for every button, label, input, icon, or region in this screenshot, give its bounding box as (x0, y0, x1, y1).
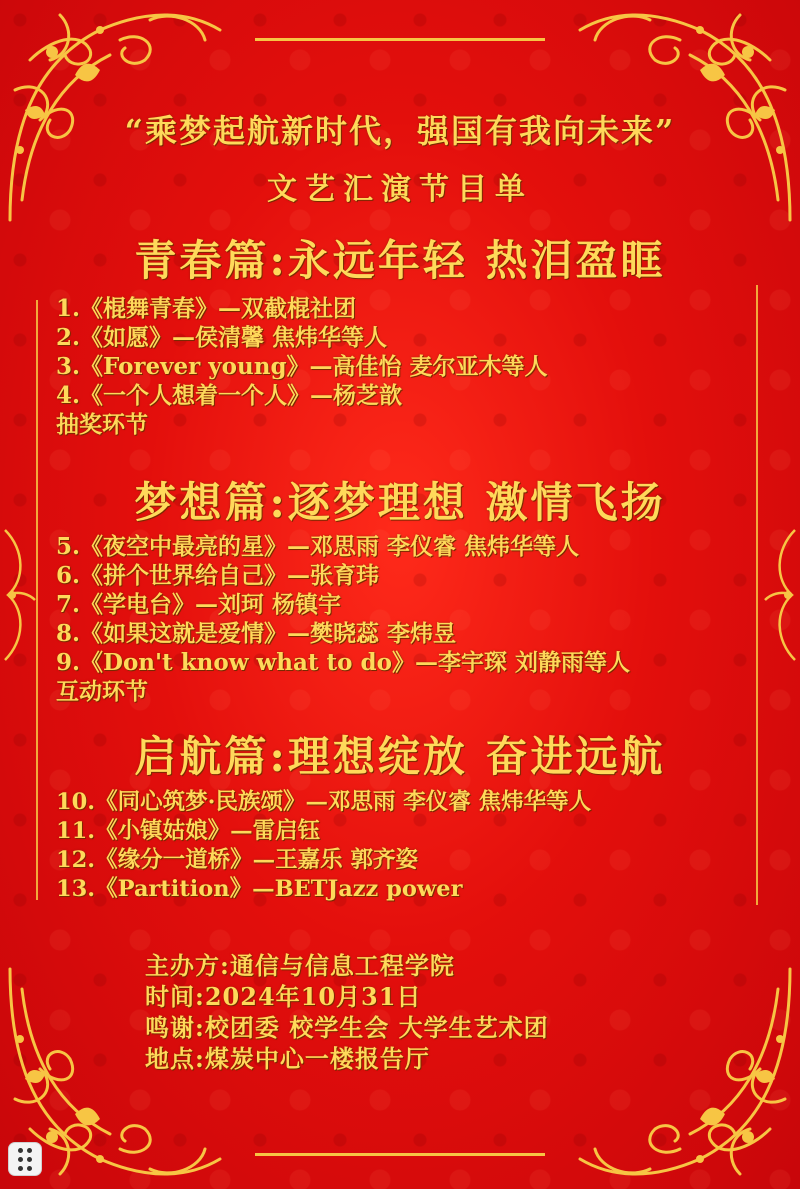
poster-subtitle: 文艺汇演节目单 (267, 172, 533, 207)
apps-grid-button[interactable] (8, 1142, 42, 1176)
program-item: 12.《缘分一道桥》—王嘉乐 郭齐姿 (56, 847, 418, 873)
side-ornament-right-icon (760, 520, 800, 670)
program-list-dream (56, 532, 630, 706)
event-time-line: 时间:2024年10月31日 (145, 982, 422, 1011)
program-item: 13.《Partition》—BETJazz power (56, 876, 463, 902)
section-heading-youth: 青春篇:永远年轻 热泪盈眶 (134, 236, 666, 285)
venue-line: 地点:煤炭中心一楼报告厅 (145, 1044, 430, 1073)
section-heading-voyage: 启航篇:理想绽放 奋进远航 (134, 732, 666, 781)
right-gold-rule (756, 285, 758, 905)
poster-main-title: “乘梦起航新时代，强国有我向未来” (124, 112, 676, 150)
event-info (145, 950, 549, 1074)
program-item: 11.《小镇姑娘》—雷启钰 (56, 818, 321, 844)
organizer-line: 主办方:通信与信息工程学院 (145, 951, 455, 980)
program-item: 5.《夜空中最亮的星》—邓思雨 李仪睿 焦炜华等人 (56, 533, 580, 560)
program-segment: 互动环节 (56, 678, 148, 705)
program-segment: 抽奖环节 (56, 411, 148, 438)
program-item: 8.《如果这就是爱情》—樊晓蕊 李炜昱 (56, 620, 457, 647)
section-heading-dream: 梦想篇:逐梦理想 激情飞扬 (134, 478, 666, 527)
bottom-gold-rule (255, 1153, 545, 1156)
side-ornament-left-icon (0, 520, 40, 670)
program-item: 4.《一个人想着一个人》—杨芝歆 (56, 382, 403, 409)
corner-ornament-bottom-right-icon (570, 959, 800, 1189)
program-item: 10.《同心筑梦·民族颂》—邓思雨 李仪睿 焦炜华等人 (56, 789, 592, 815)
program-item: 3.《Forever young》—高佳怡 麦尔亚木等人 (56, 353, 548, 380)
left-gold-rule (36, 300, 38, 900)
program-item: 6.《拼个世界给自己》—张育玮 (56, 562, 380, 589)
top-gold-rule (255, 38, 545, 41)
program-item: 9.《Don't know what to do》—李宇琛 刘静雨等人 (56, 649, 630, 676)
program-item: 1.《棍舞青春》—双截棍社团 (56, 295, 357, 322)
program-list-youth (56, 294, 548, 439)
apps-grid-icon (18, 1148, 32, 1171)
program-list-voyage (56, 788, 591, 904)
acknowledgement-line: 鸣谢:校团委 校学生会 大学生艺术团 (145, 1013, 549, 1042)
program-item: 7.《学电台》—刘珂 杨镇宇 (56, 591, 342, 618)
program-item: 2.《如愿》—侯清馨 焦炜华等人 (56, 324, 388, 351)
